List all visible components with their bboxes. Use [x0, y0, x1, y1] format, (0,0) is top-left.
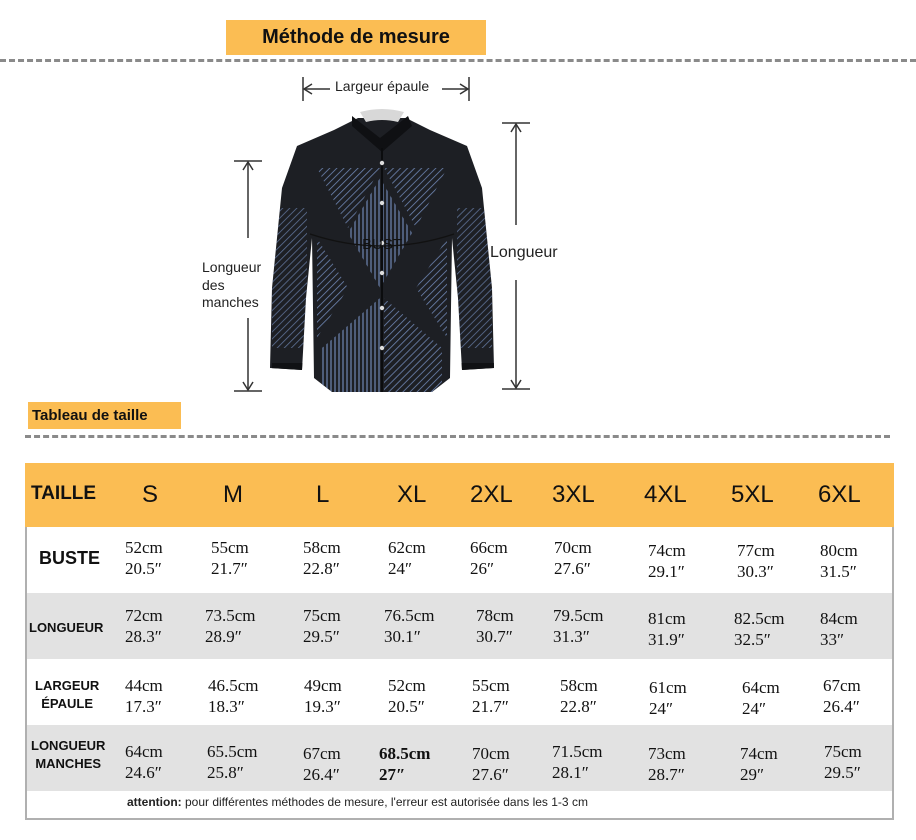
- cell: 76.5cm 30.1″: [384, 606, 435, 646]
- cell: 70cm 27.6″: [554, 538, 592, 578]
- cell: 81cm 31.9″: [648, 609, 686, 649]
- size-l: L: [316, 481, 330, 508]
- cell: 79.5cm 31.3″: [553, 606, 604, 646]
- cell: 55cm 21.7″: [211, 538, 249, 578]
- cell: 66cm 26″: [470, 538, 508, 578]
- size-3xl: 3XL: [552, 481, 595, 508]
- cell: 58cm 22.8″: [560, 676, 598, 716]
- cell: 68.5cm 27″: [379, 744, 431, 784]
- cell: 61cm 24″: [649, 678, 687, 718]
- cell: 73cm 28.7″: [648, 744, 686, 784]
- cell: 52cm 20.5″: [125, 538, 163, 578]
- cell: 64cm 24.6″: [125, 742, 163, 782]
- cell: 74cm 29″: [740, 744, 778, 784]
- size-chart-title: Tableau de taille: [28, 402, 181, 429]
- sleeve-label-3: manches: [202, 294, 259, 310]
- cell: 78cm 30.7″: [476, 606, 514, 646]
- cell: 80cm 31.5″: [820, 541, 858, 581]
- sleeve-label-1: Longueur: [202, 259, 262, 275]
- table-row: [27, 529, 892, 595]
- size-m: M: [223, 481, 243, 508]
- length-label: Longueur: [490, 244, 558, 261]
- cell: 65.5cm 25.8″: [207, 742, 258, 782]
- cell: 84cm 33″: [820, 609, 858, 649]
- cell: 73.5cm 28.9″: [205, 606, 256, 646]
- row-label-length: LONGUEUR: [29, 620, 104, 635]
- size-4xl: 4XL: [644, 481, 687, 508]
- cell: 62cm 24″: [388, 538, 426, 578]
- bust-label: BUST: [362, 236, 403, 253]
- cell: 75cm 29.5″: [303, 606, 341, 646]
- cell: 67cm 26.4″: [303, 744, 341, 784]
- cell: 74cm 29.1″: [648, 541, 686, 581]
- size-6xl: 6XL: [818, 481, 861, 508]
- cell: 64cm 24″: [742, 678, 780, 718]
- cell: 67cm 26.4″: [823, 676, 861, 716]
- page-title: Méthode de mesure: [226, 20, 486, 55]
- cell: 58cm 22.8″: [303, 538, 341, 578]
- size-5xl: 5XL: [731, 481, 774, 508]
- size-xl: XL: [397, 481, 427, 508]
- sleeve-arrow-icon: [232, 158, 264, 394]
- note-body: pour différentes méthodes de mesure, l'erreur est autorisée dans les 1-3 cm: [181, 795, 588, 809]
- cell: 82.5cm 32.5″: [734, 609, 785, 649]
- size-s: S: [142, 481, 159, 508]
- cell: 49cm 19.3″: [304, 676, 342, 716]
- table-header: [25, 463, 894, 527]
- row-label-sleeve: LONGUEUR MANCHES: [31, 738, 106, 771]
- divider-bottom: [25, 435, 890, 438]
- shirt-image: [262, 108, 502, 402]
- row-label-shoulder: LARGEUR ÉPAULE: [35, 678, 100, 711]
- size-2xl: 2XL: [470, 481, 513, 508]
- cell: 44cm 17.3″: [125, 676, 163, 716]
- shoulder-label: Largeur épaule: [335, 78, 430, 94]
- sleeve-label-2: des: [202, 277, 225, 293]
- cell: 70cm 27.6″: [472, 744, 510, 784]
- table-row: [27, 593, 892, 659]
- cell: 55cm 21.7″: [472, 676, 510, 716]
- divider-top: [0, 59, 916, 62]
- header-size-label: TAILLE: [31, 483, 97, 504]
- note-bold: attention:: [127, 795, 182, 809]
- cell: 72cm 28.3″: [125, 606, 163, 646]
- cell: 77cm 30.3″: [737, 541, 775, 581]
- row-label-bust: BUSTE: [39, 548, 101, 568]
- table-row: [27, 725, 892, 791]
- cell: 46.5cm 18.3″: [208, 676, 259, 716]
- table-row: [27, 659, 892, 725]
- cell: 52cm 20.5″: [388, 676, 426, 716]
- cell: 75cm 29.5″: [824, 742, 862, 782]
- size-table: [25, 463, 894, 820]
- cell: 71.5cm 28.1″: [552, 742, 603, 782]
- note-text: [127, 795, 588, 809]
